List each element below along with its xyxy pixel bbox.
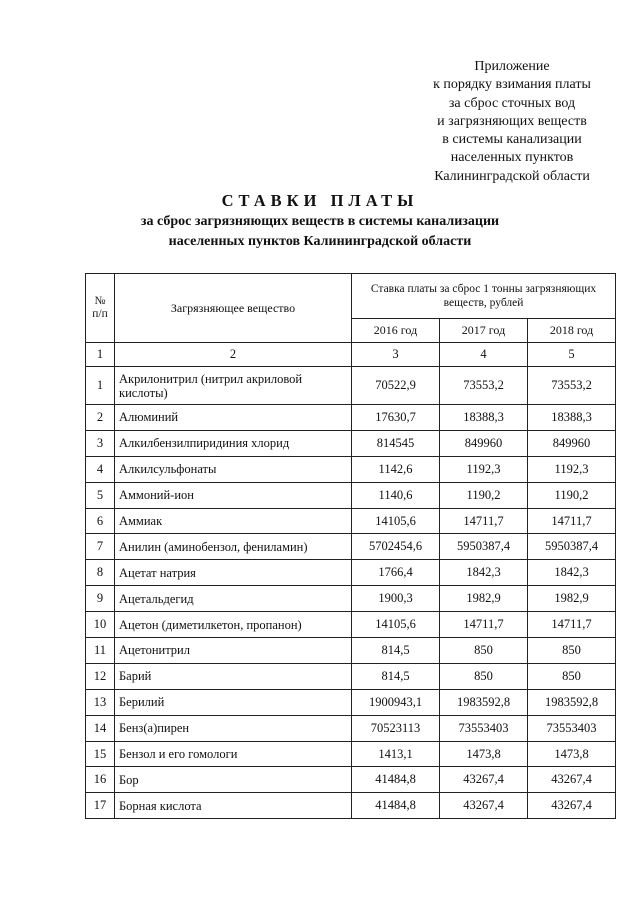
header-rate: Ставка платы за сброс 1 тонны загрязняющих веществ, рублей <box>352 274 616 319</box>
rate-2017: 5950387,4 <box>440 534 528 560</box>
rate-2018: 73553403 <box>528 715 616 741</box>
table-row <box>86 793 616 819</box>
rate-2017: 1192,3 <box>440 456 528 482</box>
table-row <box>86 638 616 664</box>
row-number: 8 <box>86 560 115 586</box>
row-number: 6 <box>86 508 115 534</box>
rate-2016: 70523113 <box>352 715 440 741</box>
rate-2016: 1140,6 <box>352 482 440 508</box>
rate-2016: 814545 <box>352 430 440 456</box>
substance-name: Ацетонитрил <box>115 638 352 664</box>
substance-name: Анилин (аминобензол, фениламин) <box>115 534 352 560</box>
table-row <box>86 586 616 612</box>
document-title: СТАВКИ ПЛАТЫ <box>221 191 419 210</box>
substance-name: Барий <box>115 663 352 689</box>
rate-2016: 41484,8 <box>352 767 440 793</box>
rate-2017: 18388,3 <box>440 405 528 431</box>
appendix-line: и загрязняющих веществ <box>437 113 587 129</box>
row-number: 2 <box>86 405 115 431</box>
rate-2017: 1842,3 <box>440 560 528 586</box>
row-number: 4 <box>86 456 115 482</box>
rate-2018: 18388,3 <box>528 405 616 431</box>
substance-name: Бенз(а)пирен <box>115 715 352 741</box>
rate-2017: 849960 <box>440 430 528 456</box>
table-row <box>86 405 616 431</box>
rate-2018: 14711,7 <box>528 612 616 638</box>
appendix-line: в системы канализации <box>442 132 582 148</box>
column-index: 2 <box>115 343 352 367</box>
rate-2017: 43267,4 <box>440 767 528 793</box>
substance-name: Борная кислота <box>115 793 352 819</box>
rate-2016: 1766,4 <box>352 560 440 586</box>
table-row <box>86 689 616 715</box>
substance-name: Аммиак <box>115 508 352 534</box>
rate-2016: 17630,7 <box>352 405 440 431</box>
column-index: 4 <box>440 343 528 367</box>
rate-2017: 850 <box>440 663 528 689</box>
rate-2016: 1142,6 <box>352 456 440 482</box>
rate-2018: 14711,7 <box>528 508 616 534</box>
rate-2018: 1842,3 <box>528 560 616 586</box>
column-index-row <box>86 343 616 367</box>
row-number: 13 <box>86 689 115 715</box>
appendix-line: к порядку взимания платы <box>433 77 591 93</box>
rates-table <box>85 273 616 819</box>
table-row <box>86 456 616 482</box>
header-year-2017: 2017 год <box>440 319 528 343</box>
column-index: 3 <box>352 343 440 367</box>
row-number: 17 <box>86 793 115 819</box>
substance-name: Ацетальдегид <box>115 586 352 612</box>
substance-name: Ацетат натрия <box>115 560 352 586</box>
row-number: 15 <box>86 741 115 767</box>
rate-2016: 1900,3 <box>352 586 440 612</box>
substance-name: Ацетон (диметилкетон, пропанон) <box>115 612 352 638</box>
rate-2017: 14711,7 <box>440 508 528 534</box>
substance-name: Аммоний-ион <box>115 482 352 508</box>
rate-2018: 850 <box>528 663 616 689</box>
rate-2016: 41484,8 <box>352 793 440 819</box>
table-row <box>86 663 616 689</box>
document-subtitle <box>0 212 640 252</box>
rate-2016: 1900943,1 <box>352 689 440 715</box>
header-number: № п/п <box>86 274 115 343</box>
header-year-2016: 2016 год <box>352 319 440 343</box>
substance-name: Алкилбензилпиридиния хлорид <box>115 430 352 456</box>
row-number: 3 <box>86 430 115 456</box>
rate-2016: 814,5 <box>352 663 440 689</box>
row-number: 16 <box>86 767 115 793</box>
row-number: 7 <box>86 534 115 560</box>
table-row <box>86 430 616 456</box>
substance-name: Берилий <box>115 689 352 715</box>
rate-2017: 14711,7 <box>440 612 528 638</box>
rate-2017: 73553,2 <box>440 367 528 405</box>
appendix-line: за сброс сточных вод <box>448 95 576 111</box>
row-number: 11 <box>86 638 115 664</box>
header-year-2018: 2018 год <box>528 319 616 343</box>
row-number: 5 <box>86 482 115 508</box>
rate-2016: 1413,1 <box>352 741 440 767</box>
table-row <box>86 482 616 508</box>
substance-name: Акрилонитрил (нитрил акриловой кислоты) <box>115 367 352 405</box>
table-row <box>86 508 616 534</box>
table-row <box>86 741 616 767</box>
table-row <box>86 612 616 638</box>
rate-2018: 1473,8 <box>528 741 616 767</box>
substance-name: Алюминий <box>115 405 352 431</box>
rate-2018: 73553,2 <box>528 367 616 405</box>
table-row <box>86 534 616 560</box>
table-row <box>86 715 616 741</box>
rate-2017: 1190,2 <box>440 482 528 508</box>
rate-2018: 1982,9 <box>528 586 616 612</box>
column-index: 1 <box>86 343 115 367</box>
rate-2018: 5950387,4 <box>528 534 616 560</box>
row-number: 12 <box>86 663 115 689</box>
rate-2018: 1192,3 <box>528 456 616 482</box>
table-row <box>86 560 616 586</box>
table-body <box>86 343 616 819</box>
column-index: 5 <box>528 343 616 367</box>
substance-name: Бензол и его гомологи <box>115 741 352 767</box>
rate-2016: 70522,9 <box>352 367 440 405</box>
rate-2017: 73553403 <box>440 715 528 741</box>
row-number: 14 <box>86 715 115 741</box>
appendix-line: Калининградской области <box>434 168 590 184</box>
rate-2016: 5702454,6 <box>352 534 440 560</box>
rate-2018: 850 <box>528 638 616 664</box>
appendix-block <box>408 58 616 186</box>
header-substance: Загрязняющее вещество <box>115 274 352 343</box>
appendix-line: Приложение <box>474 59 550 74</box>
rate-2018: 43267,4 <box>528 767 616 793</box>
rate-2017: 850 <box>440 638 528 664</box>
rate-2017: 1473,8 <box>440 741 528 767</box>
row-number: 10 <box>86 612 115 638</box>
substance-name: Бор <box>115 767 352 793</box>
rate-2017: 1982,9 <box>440 586 528 612</box>
subtitle-line: населенных пунктов Калининградской области <box>168 234 472 249</box>
rate-2017: 43267,4 <box>440 793 528 819</box>
table-row <box>86 367 616 405</box>
rate-2018: 1983592,8 <box>528 689 616 715</box>
rate-2016: 814,5 <box>352 638 440 664</box>
appendix-line: населенных пунктов <box>450 150 574 166</box>
table-row <box>86 767 616 793</box>
substance-name: Алкилсульфонаты <box>115 456 352 482</box>
rate-2016: 14105,6 <box>352 612 440 638</box>
rate-2018: 43267,4 <box>528 793 616 819</box>
subtitle-line: за сброс загрязняющих веществ в системы канализации <box>140 214 500 229</box>
rate-2018: 849960 <box>528 430 616 456</box>
row-number: 9 <box>86 586 115 612</box>
rate-2017: 1983592,8 <box>440 689 528 715</box>
rate-2018: 1190,2 <box>528 482 616 508</box>
rate-2016: 14105,6 <box>352 508 440 534</box>
row-number: 1 <box>86 367 115 405</box>
